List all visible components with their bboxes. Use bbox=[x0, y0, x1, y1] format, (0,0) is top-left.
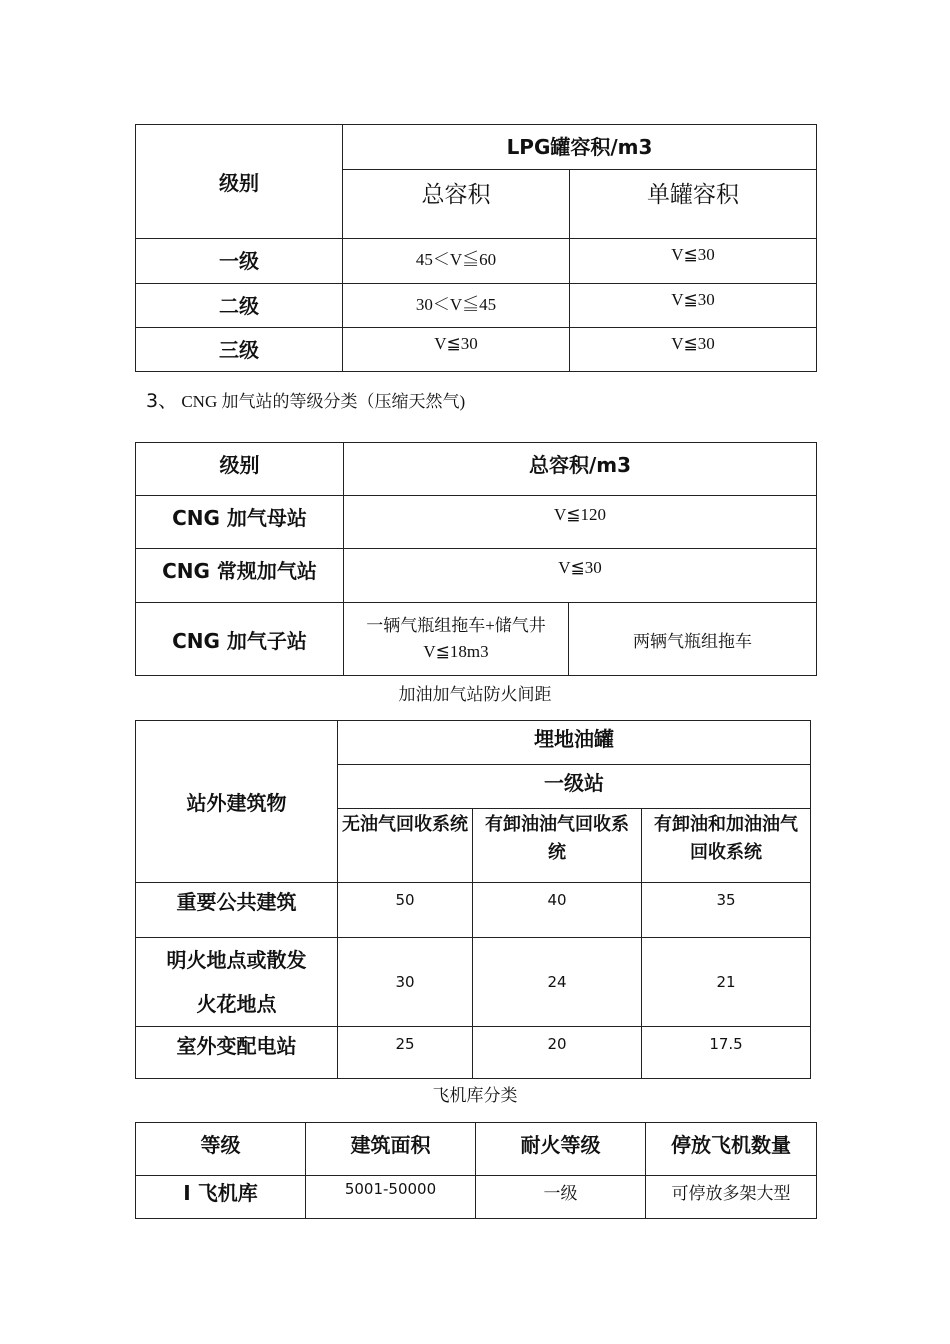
cng-name-cell: CNG 加气母站 bbox=[136, 496, 344, 549]
hangar-fire-cell: 一级 bbox=[476, 1176, 646, 1219]
lpg-table bbox=[135, 124, 817, 372]
hangar-header: 停放飞机数量 bbox=[646, 1123, 817, 1176]
cng-value-b-cell: 两辆气瓶组拖车 bbox=[569, 603, 817, 676]
cng-value-a-cell: 一辆气瓶组拖车+储气井V≦18m3 bbox=[344, 603, 569, 676]
fd-row-name: 室外变配电站 bbox=[136, 1027, 338, 1079]
fd-col-header: 有卸油油气回收系统 bbox=[473, 809, 642, 883]
lpg-total-header: 总容积 bbox=[343, 170, 570, 239]
section-title: CNG 加气站的等级分类（压缩天然气) bbox=[181, 392, 466, 411]
fd-row-name: 重要公共建筑 bbox=[136, 883, 338, 938]
cng-name-cell: CNG 加气子站 bbox=[136, 603, 344, 676]
cng-value-cell: V≦30 bbox=[344, 549, 817, 603]
lpg-single-header: 单罐容积 bbox=[570, 170, 817, 239]
lpg-single-cell: V≦30 bbox=[570, 284, 817, 328]
fd-value-cell: 25 bbox=[338, 1027, 473, 1079]
lpg-total-cell: 45＜V≦60 bbox=[343, 239, 570, 284]
section-heading bbox=[146, 386, 465, 413]
hangar-header: 等级 bbox=[136, 1123, 306, 1176]
fd-value-cell: 50 bbox=[338, 883, 473, 938]
fd-value-cell: 24 bbox=[473, 938, 642, 1027]
caption-hangar: 飞机库分类 bbox=[432, 1086, 518, 1105]
cng-level-header: 级别 bbox=[136, 443, 344, 496]
cng-table bbox=[135, 442, 817, 676]
fd-tank-header: 埋地油罐 bbox=[338, 721, 811, 765]
lpg-level-header: 级别 bbox=[136, 125, 343, 239]
fd-value-cell: 40 bbox=[473, 883, 642, 938]
fd-value-cell: 20 bbox=[473, 1027, 642, 1079]
cng-volume-header: 总容积/m3 bbox=[344, 443, 817, 496]
section-number: 3、 bbox=[146, 390, 178, 412]
lpg-level-cell: 三级 bbox=[136, 328, 343, 372]
lpg-total-cell: 30＜V≦45 bbox=[343, 284, 570, 328]
fd-level-header: 一级站 bbox=[338, 765, 811, 809]
cng-name-cell: CNG 常规加气站 bbox=[136, 549, 344, 603]
fd-col-header: 有卸油和加油油气回收系统 bbox=[642, 809, 811, 883]
lpg-total-cell: V≦30 bbox=[343, 328, 570, 372]
cng-value-cell: V≦120 bbox=[344, 496, 817, 549]
fd-value-cell: 17.5 bbox=[642, 1027, 811, 1079]
hangar-count-cell: 可停放多架大型 bbox=[646, 1176, 817, 1219]
fd-building-header: 站外建筑物 bbox=[136, 721, 338, 883]
lpg-volume-header: LPG罐容积/m3 bbox=[343, 125, 817, 170]
hangar-grade-cell: Ⅰ 飞机库 bbox=[136, 1176, 306, 1219]
hangar-table bbox=[135, 1122, 817, 1219]
lpg-level-cell: 一级 bbox=[136, 239, 343, 284]
lpg-single-cell: V≦30 bbox=[570, 239, 817, 284]
fd-col-header: 无油气回收系统 bbox=[338, 809, 473, 883]
hangar-header: 耐火等级 bbox=[476, 1123, 646, 1176]
caption-fire-distance: 加油加气站防火间距 bbox=[398, 685, 552, 704]
fd-value-cell: 30 bbox=[338, 938, 473, 1027]
fire-distance-table bbox=[135, 720, 811, 1079]
fd-value-cell: 21 bbox=[642, 938, 811, 1027]
fd-value-cell: 35 bbox=[642, 883, 811, 938]
hangar-header: 建筑面积 bbox=[306, 1123, 476, 1176]
lpg-level-cell: 二级 bbox=[136, 284, 343, 328]
hangar-area-cell: 5001-50000 bbox=[306, 1176, 476, 1219]
fd-row-name: 明火地点或散发火花地点 bbox=[136, 938, 338, 1027]
lpg-single-cell: V≦30 bbox=[570, 328, 817, 372]
